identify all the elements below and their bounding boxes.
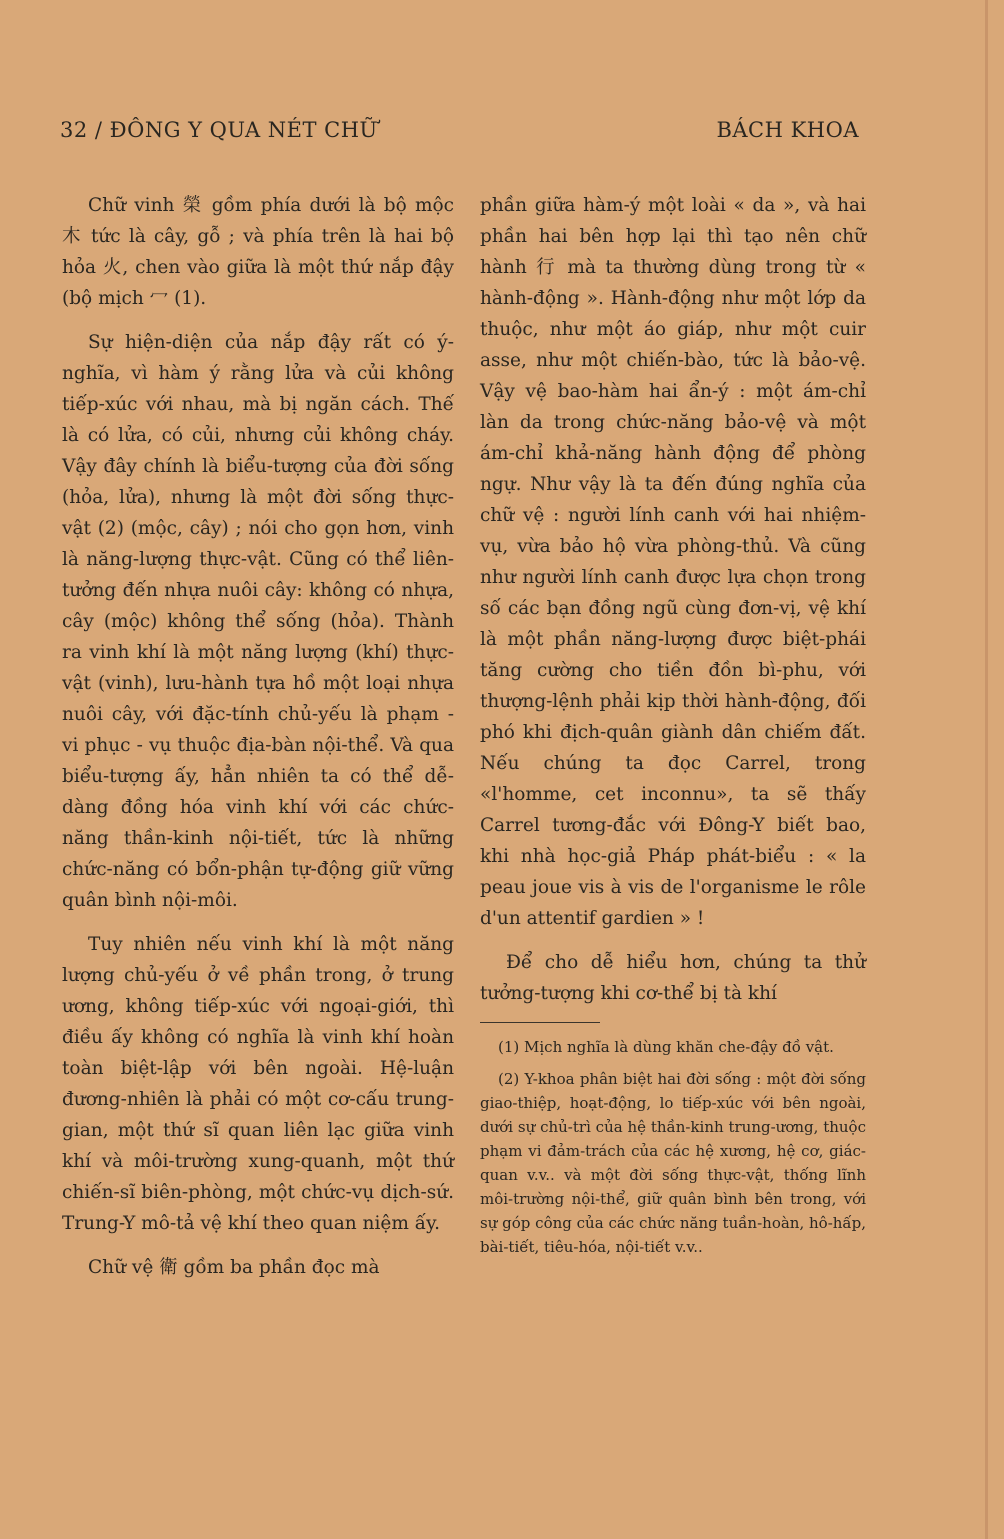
footnote-1: (1) Mịch nghĩa là dùng khăn che-đậy đồ vật. (498, 1038, 834, 1056)
footnotes (480, 1035, 866, 1259)
paragraph-ve-khi-intro: Tuy nhiên nếu vinh khí là một năng lượng chủ-yếu ở về phần trong, ở trung ương, không tiếp-xúc với ngoại-giới, thì điều ấy không có nghĩa là vinh khí hoàn toàn biệt-lập với bên ngoài. Hệ-luận đương-nhiên là phải có một cơ-cấu trung-gian, một thứ sĩ quan liên lạc giữa vinh khí và môi-trường xung-quanh, một thứ chiến-sĩ biên-phòng, một chức-vụ dịch-sứ. Trung-Y mô-tả vệ khí theo quan niệm ấy. (62, 934, 454, 1234)
right-column (480, 190, 866, 1267)
page-header (60, 118, 859, 148)
running-head-left: 32 / ĐÔNG Y QUA NÉT CHỮ (60, 118, 378, 142)
paragraph-chu-ve-cont: phần giữa hàm-ý một loài « da », và hai phần hai bên hợp lại thì tạo nên chữ hành 行 mà ta thường dùng trong từ « hành-động ». Hành-động như một lớp da thuộc, như một áo giáp, như một cuir asse, như một chiến-bào, tức là bảo-vệ. Vậy vệ bao-hàm hai ẩn-ý : một ám-chỉ làn da trong chức-năng bảo-vệ và một ám-chỉ khả-năng hành động để phòng ngự. Như vậy là ta đến đúng nghĩa của chữ vệ : người lính canh với hai nhiệm-vụ, vừa bảo hộ vừa phòng-thủ. Và cũng như người lính canh được lựa chọn trong số các bạn đồng ngũ cùng đơn-vị, vệ khí là một phần năng-lượng được biệt-phái tăng cường cho tiền đồn bì-phu, với thượng-lệnh phải kịp thời hành-động, đối phó khi địch-quân giành dân chiếm đất. Nếu chúng ta đọc Carrel, trong «l'homme, cet inconnu», ta sẽ thấy Carrel tương-đắc với Đông-Y biết bao, khi nhà học-giả Pháp phát-biểu : « la peau joue vis à vis de l'organisme le rôle d'un attentif gardien » ! (480, 195, 866, 929)
paragraph-tuong-tuong: Để cho dễ hiểu hơn, chúng ta thử tưởng-tượng khi cơ-thể bị tà khí (480, 952, 866, 1004)
left-column (62, 190, 454, 1296)
paragraph-vinh-intro: Chữ vinh 榮 gồm phía dưới là bộ mộc 木 tức là cây, gỗ ; và phía trên là hai bộ hỏa 火, chen vào giữa là một thứ nắp đậy (bộ mịch 冖 (1). (62, 195, 454, 309)
running-head-right: BÁCH KHOA (716, 118, 859, 142)
paragraph-chu-ve-start: Chữ vệ 衛 gồm ba phần đọc mà (88, 1257, 380, 1278)
paragraph-nap-day: Sự hiện-diện của nắp đậy rất có ý-nghĩa, vì hàm ý rằng lửa và củi không tiếp-xúc với nhau, mà bị ngăn cách. Thế là có lửa, có củi, nhưng củi không cháy. Vậy đây chính là biểu-tượng của đời sống (hỏa, lửa), nhưng là một đời sống thực-vật (2) (mộc, cây) ; nói cho gọn hơn, vinh là năng-lượng thực-vật. Cũng có thể liên-tưởng đến nhựa nuôi cây: không có nhựa, cây (mộc) không thể sống (hỏa). Thành ra vinh khí là một năng lượng (khí) thực-vật (vinh), lưu-hành tựa hồ một loại nhựa nuôi cây, với đặc-tính chủ-yếu là phạm - vi phục - vụ thuộc địa-bàn nội-thể. Và qua biểu-tượng ấy, hẳn nhiên ta có thể dễ-dàng đồng hóa vinh khí với các chức-năng thần-kinh nội-tiết, tức là những chức-năng có bổn-phận tự-động giữ vững quân bình nội-môi. (62, 332, 454, 911)
footnote-2: (2) Y-khoa phân biệt hai đời sống : một đời sống giao-thiệp, hoạt-động, lo tiếp-xúc với bên ngoài, dưới sự chủ-trì của hệ thần-kinh trung-ương, thuộc phạm vi đảm-trách của các hệ xương, hệ cơ, giác-quan v.v.. và một đời sống thực-vật, thống lĩnh môi-trường nội-thể, giữ quân bình bên trong, với sự góp công của các chức năng tuần-hoàn, hô-hấp, bài-tiết, tiêu-hóa, nội-tiết v.v.. (480, 1070, 866, 1256)
footnote-divider (480, 1022, 600, 1023)
page-fold-shadow (985, 0, 988, 1539)
